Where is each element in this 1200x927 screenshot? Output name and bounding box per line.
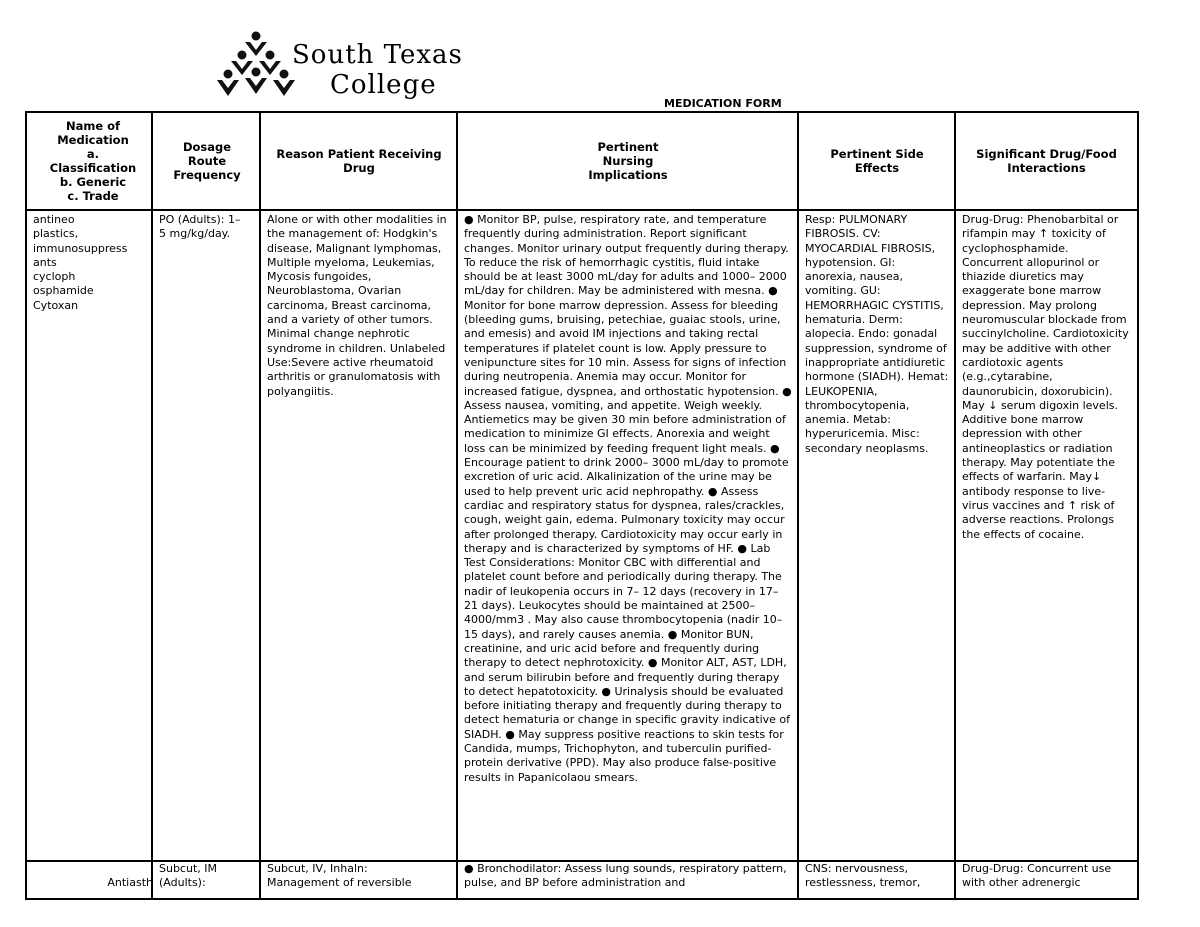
row2-dosage: Subcut, IM (Adults):	[159, 862, 217, 890]
header-dosage: Dosage Route Frequency	[173, 140, 241, 182]
college-name-line1: South Texas	[292, 40, 463, 70]
column-reason	[259, 113, 457, 898]
form-title: MEDICATION FORM	[664, 97, 782, 110]
people-logo-icon	[216, 30, 296, 102]
header-interactions: Significant Drug/Food Interactions	[976, 147, 1117, 175]
college-name-line2: College	[330, 70, 437, 100]
row1-nursing: ● Monitor BP, pulse, respiratory rate, and temperature frequently during administration. Report significant changes. Monitor urinary output frequently during therapy. To reduce the risk of hemorrhagic cystitis, fluid intake should be at least 3000 mL/day for adults and 1000– 2000 mL/day for children. May be administered with mesna. ● Monitor for bone marrow depression. Assess for bleeding (bleeding gums, bruising, petechiae, guaiac stools, urine, and emesis) and avoid IM injections and taking rectal temperatures if platelet count is low. Apply pressure to venipuncture sites for 10 min. Assess for signs of infection during neutropenia. Anemia may occur. Monitor for increased fatigue, dyspnea, and orthostatic hypotension. ● Assess nausea, vomiting, and appetite. Weigh weekly. Antiemetics may be given 30 min before administration of medication to minimize GI effects. Anorexia and weight loss can be minimized by feeding frequent light meals. ● Encourage patient to drink 2000– 3000 mL/day to promote excretion of uric acid. Alkalinization of the urine may be used to help prevent uric acid nephropathy. ● Assess cardiac and respiratory status for dyspnea, rales/crackles, cough, weight gain, edema. Pulmonary toxicity may occur after prolonged therapy. Cardiotoxicity may occur early in therapy and is characterized by symptoms of HF. ● Lab Test Considerations: Monitor CBC with differential and platelet count before and periodically during therapy. The nadir of leukopenia occurs in 7– 12 days (recovery in 17– 21 days). Leukocytes should be maintained at 2500– 4000/mm3 . May also cause thrombocytopenia (nadir 10– 15 days), and rarely causes anemia. ● Monitor BUN, creatinine, and uric acid before and frequently during therapy to detect nephrotoxicity. ● Monitor ALT, AST, LDH, and serum bilirubin before and frequently during therapy to detect hepatotoxicity. ● Urinalysis should be evaluated before initiating therapy and frequently during therapy to detect hematuria or change in specific gravity indicative of SIADH. ● May suppress positive reactions to skin tests for Candida, mumps, Trichophyton, and tuberculin purified-protein derivative (PPD). May also produce false-positive results in Papanicolaou smears.	[464, 213, 792, 784]
college-name	[292, 40, 463, 100]
college-logo	[216, 30, 516, 102]
row1-side-effects: Resp: PULMONARY FIBROSIS. CV: MYOCARDIAL FIBROSIS, hypotension. GI: anorexia, nausea, vomiting. GU: HEMORRHAGIC CYSTITIS, hematuria. Derm: alopecia. Endo: gonadal suppression, syndrome of inappropriate antidiuretic hormone (SIADH). Hemat: LEUKOPENIA, thrombocytopenia, anemia. Metab: hyperuricemia. Misc: secondary neoplasms.	[805, 213, 949, 455]
row1-dosage: PO (Adults): 1– 5 mg/kg/day.	[159, 213, 241, 241]
row1-reason: Alone or with other modalities in the management of: Hodgkin's disease, Malignant lymphomas, Multiple myeloma, Leukemias, Mycosis fungoides, Neuroblastoma, Ovarian carcinoma, Breast carcinoma, and a variety of other tumors. Minimal change nephrotic syndrome in children. Unlabeled Use:Severe active rheumatoid arthritis or granulomatosis with polyangiitis.	[267, 213, 447, 398]
column-nursing	[456, 113, 798, 898]
header-reason: Reason Patient Receiving Drug	[276, 147, 442, 175]
row2-interactions: Drug-Drug: Concurrent use with other adrenergic	[962, 862, 1112, 890]
header-name: Name of Medication a. Classification b. Generic c. Trade	[49, 119, 137, 203]
row1-interactions: Drug-Drug: Phenobarbital or rifampin may ↑ toxicity of cyclophosphamide. Concurrent allopurinol or thiazide diuretics may exaggerate bone marrow depression. May prolong neuromuscular blockade from succinylcholine. Cardiotoxicity may be additive with other cardiotoxic agents (e.g.,cytarabine, daunorubicin, doxorubicin). May ↓ serum digoxin levels. Additive bone marrow depression with other antineoplastics or radiation therapy. May potentiate the effects of warfarin. May↓ antibody response to live-virus vaccines and ↑ risk of adverse reactions. Prolongs the effects of cocaine.	[962, 213, 1129, 541]
header-side-effects: Pertinent Side Effects	[830, 147, 924, 175]
row2-nursing: ● Bronchodilator: Assess lung sounds, respiratory pattern, pulse, and BP before administration and	[464, 862, 787, 890]
row2-reason: Subcut, IV, Inhaln: Management of reversible	[267, 862, 412, 890]
header-nursing: Pertinent Nursing Implications	[588, 140, 668, 182]
column-side-effects	[797, 113, 955, 898]
medication-table	[25, 111, 1139, 900]
column-interactions	[954, 113, 1137, 898]
row2-side-effects: CNS: nervousness, restlessness, tremor,	[805, 862, 921, 890]
row2-name: Antiasth	[107, 876, 153, 890]
column-name	[27, 113, 159, 898]
column-dosage	[151, 113, 261, 898]
row1-name: antineo plastics, immunosuppress ants cycloph osphamide Cytoxan	[33, 213, 128, 312]
